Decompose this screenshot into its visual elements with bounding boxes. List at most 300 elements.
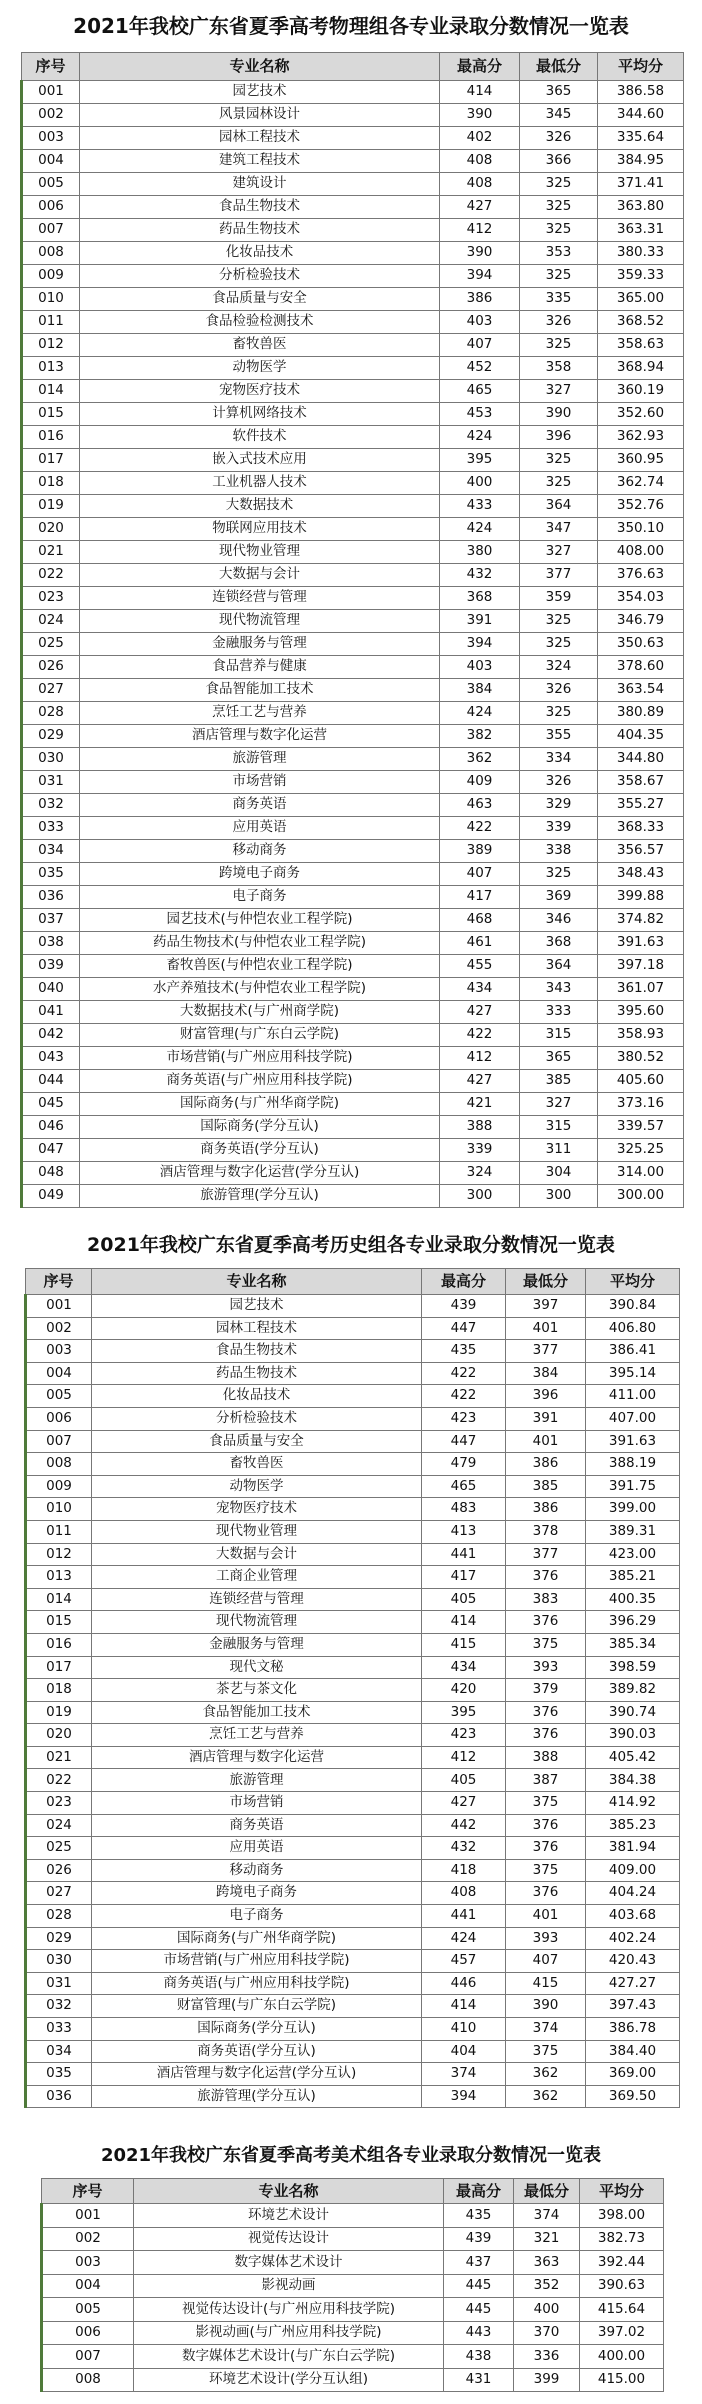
table-row (26, 1317, 680, 1340)
cell-min-score: 334 (520, 748, 598, 771)
header-index: 序号 (22, 53, 80, 81)
cell-avg-score: 415.00 (580, 2368, 664, 2392)
table-row (22, 518, 684, 541)
cell-major-name: 茶艺与茶文化 (92, 1679, 422, 1702)
cell-index: 045 (22, 1093, 80, 1116)
cell-min-score: 369 (520, 886, 598, 909)
cell-max-score: 404 (422, 2040, 506, 2063)
cell-avg-score: 363.80 (598, 196, 684, 219)
table-row (22, 633, 684, 656)
cell-min-score: 326 (520, 679, 598, 702)
cell-avg-score: 384.95 (598, 150, 684, 173)
cell-major-name: 应用英语 (80, 817, 440, 840)
table-row (42, 2274, 664, 2298)
table-row (22, 403, 684, 426)
cell-avg-score: 335.64 (598, 127, 684, 150)
cell-min-score: 386 (506, 1498, 586, 1521)
cell-max-score: 417 (440, 886, 520, 909)
table-row (26, 1905, 680, 1928)
cell-major-name: 烹饪工艺与营养 (92, 1724, 422, 1747)
cell-major-name: 药品生物技术(与仲恺农业工程学院) (80, 932, 440, 955)
cell-major-name: 视觉传达设计(与广州应用科技学院) (134, 2298, 444, 2322)
table-row (26, 1769, 680, 1792)
cell-index: 015 (22, 403, 80, 426)
table-row (22, 955, 684, 978)
cell-avg-score: 388.19 (586, 1453, 680, 1476)
cell-min-score: 391 (506, 1407, 586, 1430)
table-row (26, 1837, 680, 1860)
cell-max-score: 380 (440, 541, 520, 564)
cell-max-score: 424 (440, 702, 520, 725)
cell-max-score: 400 (440, 472, 520, 495)
table-row (26, 1407, 680, 1430)
cell-avg-score: 400.00 (580, 2345, 664, 2369)
cell-major-name: 国际商务(学分互认) (80, 1116, 440, 1139)
cell-index: 033 (22, 817, 80, 840)
cell-major-name: 电子商务 (92, 1905, 422, 1928)
cell-index: 009 (22, 265, 80, 288)
cell-major-name: 国际商务(与广州华商学院) (92, 1927, 422, 1950)
cell-major-name: 商务英语(与广州应用科技学院) (92, 1972, 422, 1995)
cell-major-name: 数字媒体艺术设计 (134, 2251, 444, 2275)
cell-min-score: 343 (520, 978, 598, 1001)
cell-max-score: 402 (440, 127, 520, 150)
table-row (26, 2085, 680, 2108)
cell-major-name: 大数据技术(与广州商学院) (80, 1001, 440, 1024)
cell-major-name: 商务英语 (92, 1814, 422, 1837)
cell-index: 026 (22, 656, 80, 679)
cell-min-score: 315 (520, 1116, 598, 1139)
cell-max-score: 424 (422, 1927, 506, 1950)
cell-min-score: 375 (506, 2040, 586, 2063)
cell-max-score: 408 (440, 150, 520, 173)
cell-index: 001 (42, 2204, 134, 2228)
cell-min-score: 401 (506, 1317, 586, 1340)
table-row (42, 2368, 664, 2392)
cell-index: 005 (22, 173, 80, 196)
cell-index: 003 (22, 127, 80, 150)
cell-min-score: 325 (520, 610, 598, 633)
cell-avg-score: 356.57 (598, 840, 684, 863)
cell-max-score: 413 (422, 1520, 506, 1543)
cell-index: 005 (42, 2298, 134, 2322)
table-row (26, 1566, 680, 1589)
cell-avg-score: 423.00 (586, 1543, 680, 1566)
cell-index: 030 (22, 748, 80, 771)
table-row (26, 1520, 680, 1543)
table-row (22, 656, 684, 679)
cell-index: 006 (26, 1407, 92, 1430)
cell-major-name: 环境艺术设计(学分互认组) (134, 2368, 444, 2392)
cell-max-score: 368 (440, 587, 520, 610)
cell-index: 004 (26, 1362, 92, 1385)
cell-max-score: 447 (422, 1430, 506, 1453)
cell-avg-score: 344.60 (598, 104, 684, 127)
cell-max-score: 441 (422, 1905, 506, 1928)
cell-index: 047 (22, 1139, 80, 1162)
cell-min-score: 390 (506, 1995, 586, 2018)
cell-major-name: 数字媒体艺术设计(与广东白云学院) (134, 2345, 444, 2369)
cell-avg-score: 352.60 (598, 403, 684, 426)
table-row (42, 2251, 664, 2275)
cell-max-score: 382 (440, 725, 520, 748)
cell-min-score: 347 (520, 518, 598, 541)
header-min-score: 最低分 (514, 2179, 580, 2204)
cell-major-name: 建筑工程技术 (80, 150, 440, 173)
cell-major-name: 化妆品技术 (92, 1385, 422, 1408)
cell-avg-score: 392.44 (580, 2251, 664, 2275)
cell-max-score: 386 (440, 288, 520, 311)
cell-max-score: 435 (444, 2204, 514, 2228)
cell-max-score: 394 (440, 633, 520, 656)
table-row (22, 1139, 684, 1162)
table-row (26, 1701, 680, 1724)
table-row (22, 219, 684, 242)
cell-major-name: 移动商务 (80, 840, 440, 863)
cell-index: 020 (26, 1724, 92, 1747)
table-row (26, 1746, 680, 1769)
cell-avg-score: 384.38 (586, 1769, 680, 1792)
cell-max-score: 403 (440, 311, 520, 334)
cell-avg-score: 380.52 (598, 1047, 684, 1070)
cell-major-name: 园艺技术 (92, 1295, 422, 1318)
cell-major-name: 药品生物技术 (80, 219, 440, 242)
cell-major-name: 食品生物技术 (92, 1340, 422, 1363)
cell-major-name: 园林工程技术 (80, 127, 440, 150)
cell-min-score: 326 (520, 311, 598, 334)
cell-major-name: 旅游管理 (80, 748, 440, 771)
cell-min-score: 401 (506, 1905, 586, 1928)
table-row (42, 2204, 664, 2228)
cell-min-score: 415 (506, 1972, 586, 1995)
cell-index: 007 (42, 2345, 134, 2369)
cell-major-name: 财富管理(与广东白云学院) (92, 1995, 422, 2018)
cell-min-score: 385 (520, 1070, 598, 1093)
table-row (22, 150, 684, 173)
table-row (22, 748, 684, 771)
cell-min-score: 336 (514, 2345, 580, 2369)
cell-avg-score: 398.00 (580, 2204, 664, 2228)
table-row (22, 932, 684, 955)
cell-max-score: 427 (440, 196, 520, 219)
cell-max-score: 457 (422, 1950, 506, 1973)
cell-avg-score: 427.27 (586, 1972, 680, 1995)
table-row (42, 2298, 664, 2322)
cell-min-score: 326 (520, 771, 598, 794)
cell-major-name: 市场营销 (92, 1792, 422, 1815)
cell-max-score: 461 (440, 932, 520, 955)
cell-min-score: 325 (520, 196, 598, 219)
table-row (26, 1679, 680, 1702)
cell-min-score: 345 (520, 104, 598, 127)
table-row (26, 1498, 680, 1521)
cell-max-score: 421 (440, 1093, 520, 1116)
cell-major-name: 药品生物技术 (92, 1362, 422, 1385)
cell-major-name: 宠物医疗技术 (92, 1498, 422, 1521)
cell-avg-score: 411.00 (586, 1385, 680, 1408)
table-row (22, 1093, 684, 1116)
cell-avg-score: 404.24 (586, 1882, 680, 1905)
cell-min-score: 325 (520, 863, 598, 886)
table-row (26, 2018, 680, 2041)
cell-index: 044 (22, 1070, 80, 1093)
cell-index: 025 (22, 633, 80, 656)
art-title: 2021年我校广东省夏季高考美术组各专业录取分数情况一览表 (100, 2145, 602, 2166)
cell-min-score: 374 (506, 2018, 586, 2041)
cell-avg-score: 396.29 (586, 1611, 680, 1634)
cell-min-score: 385 (506, 1475, 586, 1498)
cell-index: 036 (22, 886, 80, 909)
cell-min-score: 300 (520, 1185, 598, 1208)
cell-major-name: 酒店管理与数字化运营 (92, 1746, 422, 1769)
table-row (22, 196, 684, 219)
cell-avg-score: 385.21 (586, 1566, 680, 1589)
table-row (22, 1185, 684, 1208)
table-row (22, 794, 684, 817)
cell-index: 003 (42, 2251, 134, 2275)
cell-min-score: 352 (514, 2274, 580, 2298)
cell-min-score: 365 (520, 1047, 598, 1070)
physics-title: 2021年我校广东省夏季高考物理组各专业录取分数情况一览表 (73, 14, 629, 38)
cell-min-score: 311 (520, 1139, 598, 1162)
cell-max-score: 374 (422, 2063, 506, 2086)
cell-index: 024 (22, 610, 80, 633)
cell-min-score: 321 (514, 2227, 580, 2251)
cell-min-score: 375 (506, 1792, 586, 1815)
cell-min-score: 365 (520, 81, 598, 104)
cell-major-name: 大数据与会计 (80, 564, 440, 587)
cell-avg-score: 378.60 (598, 656, 684, 679)
cell-max-score: 412 (440, 219, 520, 242)
cell-major-name: 现代物流管理 (92, 1611, 422, 1634)
cell-major-name: 大数据与会计 (92, 1543, 422, 1566)
cell-major-name: 宠物医疗技术 (80, 380, 440, 403)
cell-max-score: 409 (440, 771, 520, 794)
cell-index: 004 (22, 150, 80, 173)
header-max-score: 最高分 (440, 53, 520, 81)
cell-major-name: 园艺技术 (80, 81, 440, 104)
table-row (26, 1340, 680, 1363)
cell-avg-score: 395.60 (598, 1001, 684, 1024)
cell-avg-score: 359.33 (598, 265, 684, 288)
cell-max-score: 362 (440, 748, 520, 771)
cell-avg-score: 344.80 (598, 748, 684, 771)
cell-max-score: 412 (422, 1746, 506, 1769)
table-row (22, 426, 684, 449)
table-row (22, 288, 684, 311)
cell-min-score: 364 (520, 955, 598, 978)
cell-min-score: 374 (514, 2204, 580, 2228)
cell-index: 023 (22, 587, 80, 610)
cell-avg-score: 358.67 (598, 771, 684, 794)
cell-avg-score: 395.14 (586, 1362, 680, 1385)
cell-avg-score: 325.25 (598, 1139, 684, 1162)
cell-major-name: 现代物业管理 (92, 1520, 422, 1543)
cell-max-score: 445 (444, 2298, 514, 2322)
cell-major-name: 应用英语 (92, 1837, 422, 1860)
cell-avg-score: 385.34 (586, 1633, 680, 1656)
cell-major-name: 风景园林设计 (80, 104, 440, 127)
table-row (26, 1430, 680, 1453)
header-major-name: 专业名称 (134, 2179, 444, 2204)
cell-index: 032 (22, 794, 80, 817)
cell-avg-score: 376.63 (598, 564, 684, 587)
cell-max-score: 408 (422, 1882, 506, 1905)
cell-min-score: 339 (520, 817, 598, 840)
table-row (42, 2227, 664, 2251)
cell-index: 017 (22, 449, 80, 472)
cell-major-name: 国际商务(与广州华商学院) (80, 1093, 440, 1116)
cell-avg-score: 391.63 (598, 932, 684, 955)
cell-major-name: 工业机器人技术 (80, 472, 440, 495)
cell-index: 014 (26, 1588, 92, 1611)
cell-max-score: 324 (440, 1162, 520, 1185)
header-max-score: 最高分 (422, 1269, 506, 1295)
cell-max-score: 441 (422, 1543, 506, 1566)
cell-major-name: 现代物业管理 (80, 541, 440, 564)
table-row (22, 564, 684, 587)
cell-max-score: 424 (440, 518, 520, 541)
cell-major-name: 影视动画(与广州应用科技学院) (134, 2321, 444, 2345)
cell-index: 001 (26, 1295, 92, 1318)
cell-index: 035 (26, 2063, 92, 2086)
cell-max-score: 439 (422, 1295, 506, 1318)
cell-index: 017 (26, 1656, 92, 1679)
table-row (22, 265, 684, 288)
cell-avg-score: 350.63 (598, 633, 684, 656)
cell-major-name: 旅游管理(学分互认) (92, 2085, 422, 2108)
cell-avg-score: 369.00 (586, 2063, 680, 2086)
cell-avg-score: 397.02 (580, 2321, 664, 2345)
cell-min-score: 383 (506, 1588, 586, 1611)
cell-min-score: 338 (520, 840, 598, 863)
cell-major-name: 现代物流管理 (80, 610, 440, 633)
cell-avg-score: 350.10 (598, 518, 684, 541)
history-section (0, 1222, 702, 2136)
cell-min-score: 396 (506, 1385, 586, 1408)
cell-index: 016 (26, 1633, 92, 1656)
cell-min-score: 329 (520, 794, 598, 817)
cell-index: 034 (26, 2040, 92, 2063)
table-row (26, 1950, 680, 1973)
cell-avg-score: 386.41 (586, 1340, 680, 1363)
cell-avg-score: 385.23 (586, 1814, 680, 1837)
cell-min-score: 377 (520, 564, 598, 587)
header-major-name: 专业名称 (92, 1269, 422, 1295)
header-major-name: 专业名称 (80, 53, 440, 81)
cell-avg-score: 380.33 (598, 242, 684, 265)
cell-major-name: 嵌入式技术应用 (80, 449, 440, 472)
header-avg-score: 平均分 (580, 2179, 664, 2204)
cell-avg-score: 365.00 (598, 288, 684, 311)
cell-min-score: 375 (506, 1859, 586, 1882)
cell-major-name: 商务英语(学分互认) (92, 2040, 422, 2063)
cell-avg-score: 368.52 (598, 311, 684, 334)
cell-index: 008 (22, 242, 80, 265)
cell-max-score: 389 (440, 840, 520, 863)
cell-major-name: 建筑设计 (80, 173, 440, 196)
cell-index: 023 (26, 1792, 92, 1815)
cell-index: 006 (42, 2321, 134, 2345)
cell-index: 013 (22, 357, 80, 380)
table-row (22, 380, 684, 403)
cell-major-name: 酒店管理与数字化运营(学分互认) (92, 2063, 422, 2086)
cell-min-score: 355 (520, 725, 598, 748)
cell-index: 008 (42, 2368, 134, 2392)
cell-avg-score: 403.68 (586, 1905, 680, 1928)
cell-min-score: 390 (520, 403, 598, 426)
cell-max-score: 468 (440, 909, 520, 932)
cell-avg-score: 358.63 (598, 334, 684, 357)
cell-major-name: 食品质量与安全 (80, 288, 440, 311)
cell-avg-score: 300.00 (598, 1185, 684, 1208)
cell-major-name: 视觉传达设计 (134, 2227, 444, 2251)
cell-major-name: 跨境电子商务 (92, 1882, 422, 1905)
cell-max-score: 422 (440, 817, 520, 840)
table-row (22, 1047, 684, 1070)
cell-min-score: 325 (520, 173, 598, 196)
cell-min-score: 376 (506, 1566, 586, 1589)
cell-avg-score: 352.76 (598, 495, 684, 518)
cell-avg-score: 420.43 (586, 1950, 680, 1973)
cell-min-score: 387 (506, 1769, 586, 1792)
cell-index: 027 (22, 679, 80, 702)
table-row (22, 104, 684, 127)
cell-max-score: 434 (422, 1656, 506, 1679)
table-row (22, 242, 684, 265)
header-avg-score: 平均分 (586, 1269, 680, 1295)
table-row (22, 1001, 684, 1024)
cell-avg-score: 414.92 (586, 1792, 680, 1815)
cell-min-score: 366 (520, 150, 598, 173)
cell-index: 034 (22, 840, 80, 863)
cell-min-score: 376 (506, 1814, 586, 1837)
cell-index: 018 (26, 1679, 92, 1702)
cell-major-name: 旅游管理 (92, 1769, 422, 1792)
cell-min-score: 362 (506, 2063, 586, 2086)
cell-avg-score: 399.00 (586, 1498, 680, 1521)
cell-min-score: 304 (520, 1162, 598, 1185)
table-row (26, 1475, 680, 1498)
table-row (42, 2345, 664, 2369)
cell-avg-score: 397.43 (586, 1995, 680, 2018)
cell-avg-score: 380.89 (598, 702, 684, 725)
table-row (22, 495, 684, 518)
cell-index: 041 (22, 1001, 80, 1024)
cell-avg-score: 358.93 (598, 1024, 684, 1047)
cell-max-score: 414 (440, 81, 520, 104)
cell-major-name: 连锁经营与管理 (80, 587, 440, 610)
table-row (26, 1362, 680, 1385)
cell-major-name: 动物医学 (80, 357, 440, 380)
cell-index: 036 (26, 2085, 92, 2108)
cell-min-score: 376 (506, 1882, 586, 1905)
cell-max-score: 453 (440, 403, 520, 426)
cell-min-score: 327 (520, 380, 598, 403)
cell-index: 002 (22, 104, 80, 127)
cell-avg-score: 390.84 (586, 1295, 680, 1318)
cell-index: 022 (22, 564, 80, 587)
table-row (26, 1633, 680, 1656)
cell-avg-score: 360.95 (598, 449, 684, 472)
cell-avg-score: 381.94 (586, 1837, 680, 1860)
cell-avg-score: 384.40 (586, 2040, 680, 2063)
cell-index: 027 (26, 1882, 92, 1905)
cell-max-score: 394 (422, 2085, 506, 2108)
cell-max-score: 384 (440, 679, 520, 702)
cell-max-score: 446 (422, 1972, 506, 1995)
cell-max-score: 447 (422, 1317, 506, 1340)
